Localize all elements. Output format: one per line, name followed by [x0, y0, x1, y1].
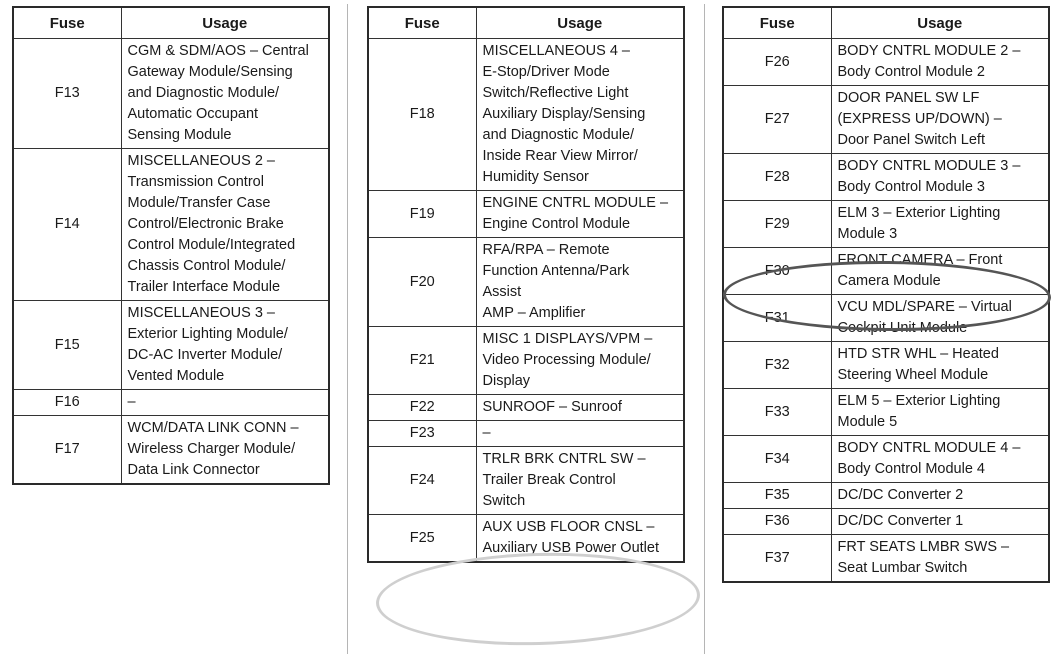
- fuse-id: F34: [723, 436, 831, 483]
- table-row: [13, 301, 329, 390]
- usage-cell: [831, 86, 1049, 154]
- usage-cell: [831, 248, 1049, 295]
- usage-cell: [476, 327, 684, 395]
- usage-line: ENGINE CNTRL MODULE –: [482, 195, 669, 211]
- usage-line: Trailer Break Control: [482, 472, 616, 488]
- usage-line: Steering Wheel Module: [837, 367, 989, 383]
- usage-cell: [831, 483, 1049, 509]
- usage-line: Automatic Occupant: [127, 106, 259, 122]
- usage-line: Display: [482, 373, 531, 389]
- fuse-id: F37: [723, 535, 831, 583]
- fuse-table-1: [12, 6, 330, 485]
- fuse-table: [12, 6, 330, 485]
- usage-line: Control Module/Integrated: [127, 237, 296, 253]
- usage-line: Humidity Sensor: [482, 169, 589, 185]
- fuse-id: F29: [723, 201, 831, 248]
- usage-line: Switch: [482, 493, 526, 509]
- usage-cell: [831, 509, 1049, 535]
- table-row: [368, 447, 684, 515]
- usage-line: DC/DC Converter 1: [837, 513, 964, 529]
- table-row: [368, 327, 684, 395]
- table-row: [13, 416, 329, 485]
- usage-line: Exterior Lighting Module/: [127, 326, 288, 342]
- fuse-id: F35: [723, 483, 831, 509]
- usage-cell: [831, 436, 1049, 483]
- usage-header: Usage: [476, 7, 684, 39]
- usage-line: and Diagnostic Module/: [127, 85, 280, 101]
- usage-line: AMP – Amplifier: [482, 305, 586, 321]
- usage-line: FRONT CAMERA – Front: [837, 252, 1003, 268]
- fuse-id: F26: [723, 39, 831, 86]
- usage-line: Inside Rear View Mirror/: [482, 148, 638, 164]
- table-row: [723, 436, 1049, 483]
- highlight-circle-f25: [375, 549, 701, 649]
- usage-line: Module 5: [837, 414, 898, 430]
- usage-line: TRLR BRK CNTRL SW –: [482, 451, 646, 467]
- usage-line: Assist: [482, 284, 522, 300]
- usage-cell: [831, 201, 1049, 248]
- table-row: [368, 39, 684, 191]
- usage-cell: [831, 535, 1049, 583]
- usage-line: VCU MDL/SPARE – Virtual: [837, 299, 1012, 315]
- usage-cell: [476, 421, 684, 447]
- table-row: [723, 389, 1049, 436]
- usage-line: DOOR PANEL SW LF: [837, 90, 980, 106]
- fuse-id: F16: [13, 390, 121, 416]
- fuse-id: F19: [368, 191, 476, 238]
- fuse-id: F23: [368, 421, 476, 447]
- usage-line: MISC 1 DISPLAYS/VPM –: [482, 331, 653, 347]
- usage-cell: [476, 238, 684, 327]
- column-divider: [704, 4, 705, 654]
- header-row: [723, 7, 1049, 39]
- usage-cell: [476, 447, 684, 515]
- usage-line: Cockpit Unit Module: [837, 320, 968, 336]
- fuse-id: F31: [723, 295, 831, 342]
- fuse-id: F22: [368, 395, 476, 421]
- fuse-header: Fuse: [13, 7, 121, 39]
- usage-line: Wireless Charger Module/: [127, 441, 296, 457]
- table-row: [723, 509, 1049, 535]
- usage-line: DC/DC Converter 2: [837, 487, 964, 503]
- usage-line: Function Antenna/Park: [482, 263, 630, 279]
- usage-line: Body Control Module 2: [837, 64, 985, 80]
- fuse-id: F18: [368, 39, 476, 191]
- usage-line: BODY CNTRL MODULE 3 –: [837, 158, 1021, 174]
- fuse-id: F36: [723, 509, 831, 535]
- table-row: [13, 39, 329, 149]
- fuse-id: F24: [368, 447, 476, 515]
- fuse-id: F33: [723, 389, 831, 436]
- table-row: [723, 248, 1049, 295]
- usage-line: Vented Module: [127, 368, 225, 384]
- fuse-id: F17: [13, 416, 121, 485]
- usage-line: FRT SEATS LMBR SWS –: [837, 539, 1010, 555]
- table-row: [368, 421, 684, 447]
- fuse-table-2: [367, 6, 685, 563]
- usage-line: Body Control Module 3: [837, 179, 985, 195]
- usage-line: RFA/RPA – Remote: [482, 242, 610, 258]
- usage-line: WCM/DATA LINK CONN –: [127, 420, 299, 436]
- usage-cell: [476, 395, 684, 421]
- fuse-id: F14: [13, 149, 121, 301]
- fuse-id: F32: [723, 342, 831, 389]
- usage-cell: [476, 191, 684, 238]
- usage-cell: [476, 39, 684, 191]
- usage-line: Auxiliary USB Power Outlet: [482, 540, 659, 556]
- fuse-header: Fuse: [723, 7, 831, 39]
- usage-line: MISCELLANEOUS 2 –: [127, 153, 275, 169]
- usage-line: Transmission Control: [127, 174, 264, 190]
- fuse-id: F25: [368, 515, 476, 563]
- table-row: [723, 154, 1049, 201]
- table-row: [723, 295, 1049, 342]
- usage-line: Video Processing Module/: [482, 352, 651, 368]
- fuse-id: F15: [13, 301, 121, 390]
- table-row: [13, 390, 329, 416]
- usage-cell: [121, 149, 329, 301]
- table-row: [368, 515, 684, 563]
- usage-line: Module 3: [837, 226, 898, 242]
- fuse-table-3: [722, 6, 1050, 583]
- usage-line: Engine Control Module: [482, 216, 631, 232]
- usage-line: E-Stop/Driver Mode: [482, 64, 610, 80]
- usage-line: Sensing Module: [127, 127, 232, 143]
- usage-line: Body Control Module 4: [837, 461, 985, 477]
- usage-line: Module/Transfer Case: [127, 195, 271, 211]
- usage-cell: [831, 39, 1049, 86]
- usage-line: Control/Electronic Brake: [127, 216, 284, 232]
- usage-line: Auxiliary Display/Sensing: [482, 106, 646, 122]
- table-row: [723, 483, 1049, 509]
- usage-cell: [831, 389, 1049, 436]
- usage-cell: [831, 154, 1049, 201]
- fuse-table: [367, 6, 685, 563]
- table-row: [723, 39, 1049, 86]
- usage-line: DC-AC Inverter Module/: [127, 347, 283, 363]
- table-row: [723, 86, 1049, 154]
- column-divider: [347, 4, 348, 654]
- usage-line: MISCELLANEOUS 3 –: [127, 305, 275, 321]
- table-row: [368, 395, 684, 421]
- usage-cell: [476, 515, 684, 563]
- fuse-id: F30: [723, 248, 831, 295]
- fuse-id: F13: [13, 39, 121, 149]
- usage-line: Camera Module: [837, 273, 941, 289]
- usage-cell: [121, 39, 329, 149]
- usage-line: –: [127, 394, 136, 410]
- table-row: [368, 238, 684, 327]
- usage-line: AUX USB FLOOR CNSL –: [482, 519, 655, 535]
- usage-line: –: [482, 425, 491, 441]
- fuse-id: F21: [368, 327, 476, 395]
- usage-line: Seat Lumbar Switch: [837, 560, 968, 576]
- usage-header: Usage: [121, 7, 329, 39]
- fuse-table: [722, 6, 1050, 583]
- usage-line: Switch/Reflective Light: [482, 85, 629, 101]
- table-row: [368, 191, 684, 238]
- usage-cell: [121, 301, 329, 390]
- usage-line: HTD STR WHL – Heated: [837, 346, 999, 362]
- usage-cell: [121, 416, 329, 485]
- fuse-id: F28: [723, 154, 831, 201]
- usage-cell: [831, 342, 1049, 389]
- usage-line: (EXPRESS UP/DOWN) –: [837, 111, 1002, 127]
- table-row: [723, 201, 1049, 248]
- usage-line: Chassis Control Module/: [127, 258, 286, 274]
- usage-header: Usage: [831, 7, 1049, 39]
- table-row: [723, 342, 1049, 389]
- header-row: [368, 7, 684, 39]
- usage-line: Trailer Interface Module: [127, 279, 281, 295]
- fuse-id: F27: [723, 86, 831, 154]
- table-row: [13, 149, 329, 301]
- usage-line: CGM & SDM/AOS – Central: [127, 43, 309, 59]
- header-row: [13, 7, 329, 39]
- fuse-id: F20: [368, 238, 476, 327]
- usage-line: Door Panel Switch Left: [837, 132, 985, 148]
- usage-line: Data Link Connector: [127, 462, 260, 478]
- usage-line: ELM 5 – Exterior Lighting: [837, 393, 1001, 409]
- usage-cell: [831, 295, 1049, 342]
- usage-line: BODY CNTRL MODULE 4 –: [837, 440, 1021, 456]
- usage-line: BODY CNTRL MODULE 2 –: [837, 43, 1021, 59]
- usage-cell: [121, 390, 329, 416]
- usage-line: SUNROOF – Sunroof: [482, 399, 622, 415]
- usage-line: MISCELLANEOUS 4 –: [482, 43, 630, 59]
- usage-line: Gateway Module/Sensing: [127, 64, 293, 80]
- usage-line: ELM 3 – Exterior Lighting: [837, 205, 1001, 221]
- usage-line: and Diagnostic Module/: [482, 127, 635, 143]
- fuse-header: Fuse: [368, 7, 476, 39]
- table-row: [723, 535, 1049, 583]
